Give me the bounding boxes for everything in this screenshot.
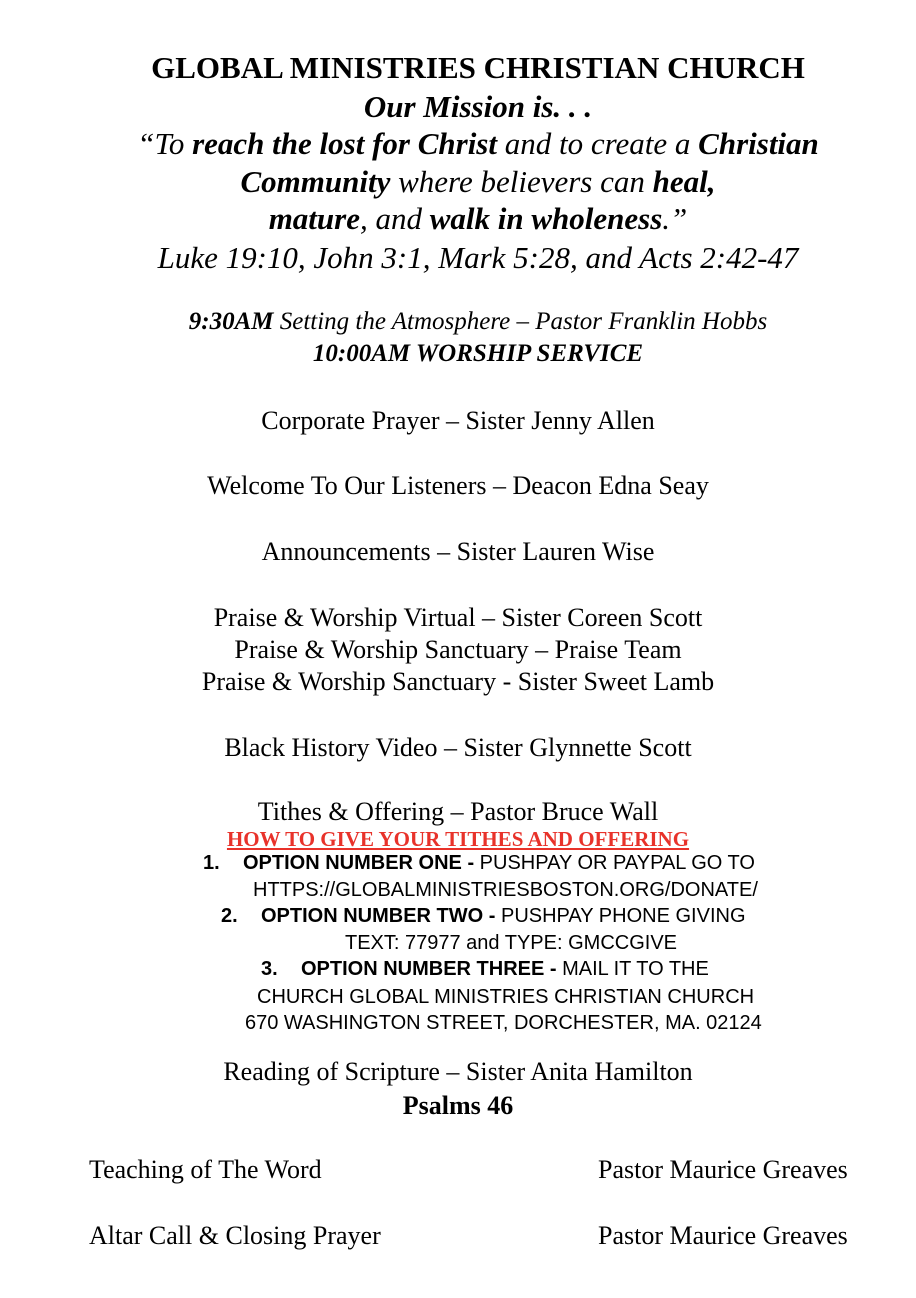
giving-option-2: 2. OPTION NUMBER TWO - PUSHPAY PHONE GIVING [221, 905, 746, 927]
schedule-worship-service: 10:00AM WORSHIP SERVICE [312, 340, 644, 367]
program-item-tithes: Tithes & Offering – Pastor Bruce Wall [257, 797, 659, 826]
program-item-welcome: Welcome To Our Listeners – Deacon Edna Seay [207, 471, 709, 500]
closing-leader-teaching: Pastor Maurice Greaves [598, 1155, 848, 1184]
closing-item-teaching: Teaching of The Word [89, 1155, 322, 1184]
program-item-corporate-prayer: Corporate Prayer – Sister Jenny Allen [261, 406, 655, 435]
church-name: GLOBAL MINISTRIES CHRISTIAN CHURCH [151, 50, 805, 85]
closing-item-altar-call: Altar Call & Closing Prayer [89, 1221, 381, 1250]
mission-quote-line-1: “To reach the lost for Christ and to create a Christian [137, 126, 819, 161]
mission-label: Our Mission is. . . [363, 89, 593, 124]
schedule-atmosphere: 9:30AM Setting the Atmosphere – Pastor Franklin Hobbs [188, 308, 768, 335]
option-number: 2. [221, 905, 238, 927]
scripture-passage: Psalms 46 [402, 1091, 514, 1120]
mission-quote-line-2: Community where believers can heal, [240, 164, 716, 199]
giving-option-2-detail: TEXT: 77977 and TYPE: GMCCGIVE [345, 932, 677, 954]
program-item-black-history: Black History Video – Sister Glynnette Scott [224, 733, 692, 762]
program-item-praise-virtual: Praise & Worship Virtual – Sister Coreen Scott [213, 603, 703, 632]
giving-option-1-url: HTTPS://GLOBALMINISTRIESBOSTON.ORG/DONATE/ [253, 879, 758, 901]
option-number: 1. [203, 852, 220, 874]
mission-quote-line-3: mature, and walk in wholeness.” [268, 201, 688, 236]
giving-option-3-detail-1: CHURCH GLOBAL MINISTRIES CHRISTIAN CHURCH [257, 986, 755, 1008]
closing-leader-altar-call: Pastor Maurice Greaves [598, 1221, 848, 1250]
option-number: 3. [261, 958, 278, 980]
program-item-announcements: Announcements – Sister Lauren Wise [261, 537, 655, 566]
giving-option-1: 1. OPTION NUMBER ONE - PUSHPAY OR PAYPAL GO TO [203, 852, 755, 874]
program-item-praise-sanctuary-team: Praise & Worship Sanctuary – Praise Team [234, 635, 682, 664]
giving-heading: HOW TO GIVE YOUR TITHES AND OFFERING [226, 827, 690, 851]
scripture-references: Luke 19:10, John 3:1, Mark 5:28, and Acts 2:42-47 [157, 240, 799, 275]
program-item-praise-sanctuary-lamb: Praise & Worship Sanctuary - Sister Sweet Lamb [201, 667, 715, 696]
scripture-reading: Reading of Scripture – Sister Anita Hamilton [223, 1057, 693, 1086]
giving-option-3-detail-2: 670 WASHINGTON STREET, DORCHESTER, MA. 02124 [245, 1012, 762, 1034]
giving-option-3: 3. OPTION NUMBER THREE - MAIL IT TO THE [261, 958, 709, 980]
